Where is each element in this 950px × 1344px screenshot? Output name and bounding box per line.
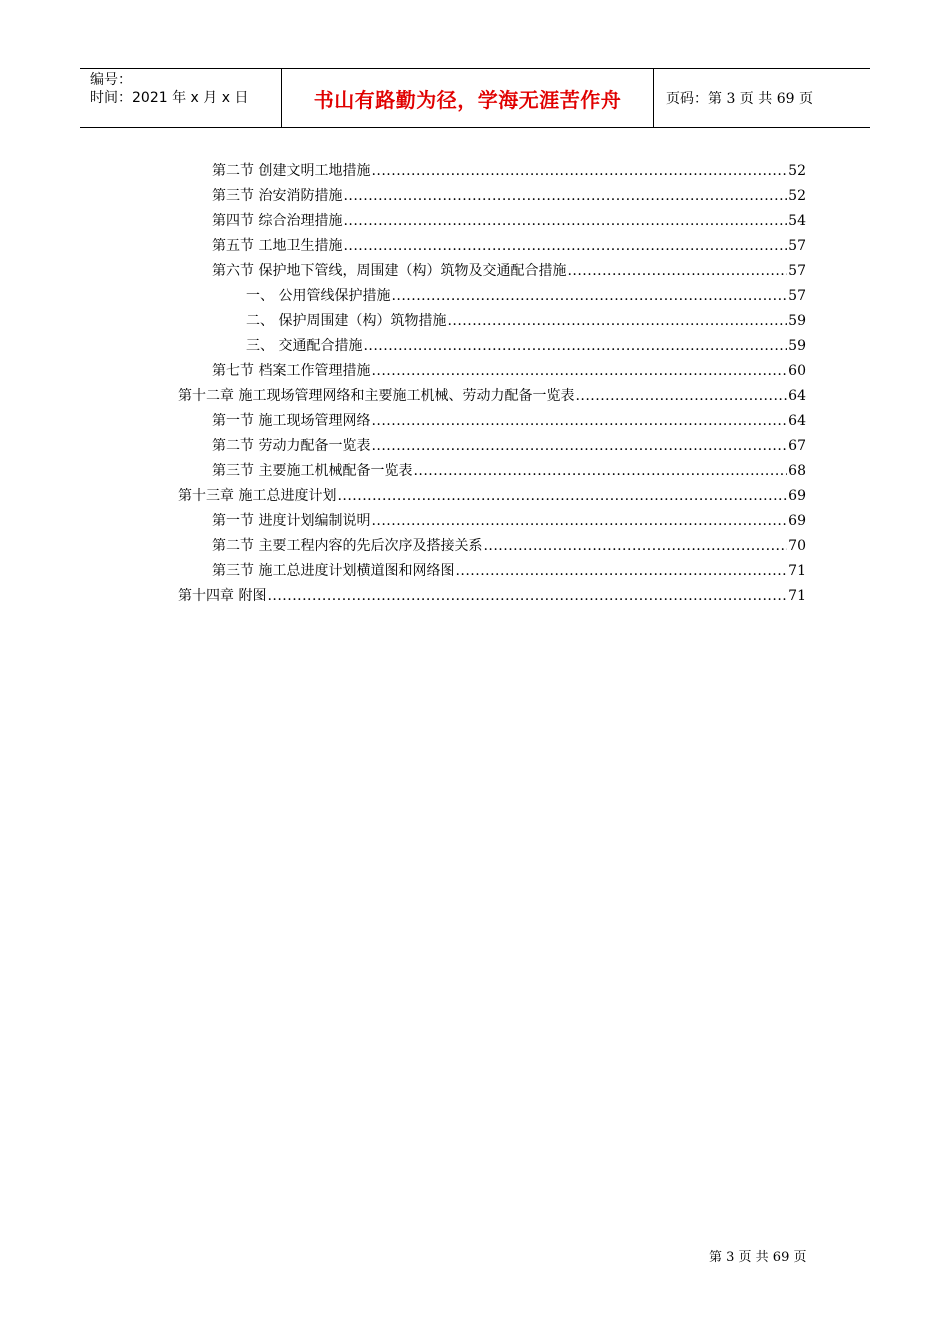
toc-entry-page: 60	[788, 363, 806, 379]
toc-entry[interactable]	[212, 505, 806, 530]
toc-entry[interactable]	[178, 480, 806, 505]
toc-entry-page: 71	[788, 563, 806, 579]
toc-entry[interactable]	[212, 455, 806, 480]
toc-leader-dots	[447, 312, 787, 330]
toc-entry-page: 59	[788, 313, 806, 329]
toc-leader-dots	[483, 537, 787, 555]
toc-leader-dots	[371, 512, 787, 530]
toc-entry-title: 第十二章 施工现场管理网络和主要施工机械、劳动力配备一览表	[178, 388, 575, 404]
toc-leader-dots	[413, 462, 787, 480]
header-motto: 书山有路勤为径，学海无涯苦作舟	[282, 69, 654, 127]
toc-entry-page: 57	[788, 288, 806, 304]
toc-entry-page: 67	[788, 438, 806, 454]
toc-leader-dots	[343, 212, 787, 230]
toc-entry-page: 69	[788, 513, 806, 529]
toc-entry[interactable]	[212, 255, 806, 280]
toc-entry-page: 57	[788, 263, 806, 279]
toc-entry-title: 第二节 主要工程内容的先后次序及搭接关系	[212, 538, 483, 554]
toc-leader-dots	[267, 587, 787, 605]
toc-entry-title: 第一节 进度计划编制说明	[212, 513, 371, 529]
toc-entry-page: 52	[788, 163, 806, 179]
toc-entry-page: 54	[788, 213, 806, 229]
toc-entry-title: 第十三章 施工总进度计划	[178, 488, 337, 504]
toc-entry[interactable]	[246, 330, 806, 355]
toc-entry-page: 69	[788, 488, 806, 504]
toc-leader-dots	[343, 187, 787, 205]
document-header	[80, 68, 870, 128]
toc-entry[interactable]	[178, 580, 806, 605]
header-meta	[80, 69, 282, 127]
toc-entry[interactable]	[212, 155, 806, 180]
toc-entry[interactable]	[212, 205, 806, 230]
toc-entry-title: 第三节 治安消防措施	[212, 188, 343, 204]
toc-leader-dots	[371, 437, 787, 455]
toc-leader-dots	[567, 262, 787, 280]
toc-entry-page: 71	[788, 588, 806, 604]
toc-entry-title: 第二节 创建文明工地措施	[212, 163, 371, 179]
toc-entry-page: 68	[788, 463, 806, 479]
toc-entry-title: 第三节 主要施工机械配备一览表	[212, 463, 413, 479]
toc-entry[interactable]	[246, 280, 806, 305]
toc-leader-dots	[371, 162, 787, 180]
toc-entry[interactable]	[178, 380, 806, 405]
toc-entry-title: 第六节 保护地下管线，周围建（构）筑物及交通配合措施	[212, 263, 567, 279]
toc-leader-dots	[343, 237, 787, 255]
toc-entry-title: 第七节 档案工作管理措施	[212, 363, 371, 379]
toc-entry-title: 第十四章 附图	[178, 588, 267, 604]
toc-entry[interactable]	[212, 180, 806, 205]
toc-entry-page: 57	[788, 238, 806, 254]
toc-entry[interactable]	[212, 530, 806, 555]
toc-entry[interactable]	[212, 355, 806, 380]
toc-entry-title: 第五节 工地卫生措施	[212, 238, 343, 254]
toc-entry[interactable]	[212, 405, 806, 430]
header-page-info: 页码：第 3 页 共 69 页	[666, 91, 813, 107]
toc-entry[interactable]	[246, 305, 806, 330]
toc-entry-title: 第四节 综合治理措施	[212, 213, 343, 229]
toc-entry-title: 一、 公用管线保护措施	[246, 288, 391, 304]
toc-entry-title: 三、 交通配合措施	[246, 338, 363, 354]
date-label: 时间：2021 年 x 月 x 日	[90, 90, 249, 106]
toc-entry-page: 64	[788, 413, 806, 429]
toc-leader-dots	[371, 412, 787, 430]
toc-entry[interactable]	[212, 555, 806, 580]
toc-entry[interactable]	[212, 430, 806, 455]
toc-entry-title: 第二节 劳动力配备一览表	[212, 438, 371, 454]
doc-number-label: 编号：	[90, 72, 132, 88]
toc-entry-page: 59	[788, 338, 806, 354]
toc-entry-page: 70	[788, 538, 806, 554]
toc-entry[interactable]	[212, 230, 806, 255]
toc-entry-title: 二、 保护周围建（构）筑物措施	[246, 313, 447, 329]
toc-leader-dots	[371, 362, 787, 380]
toc-leader-dots	[391, 287, 787, 305]
toc-entry-title: 第一节 施工现场管理网络	[212, 413, 371, 429]
toc-entry-page: 64	[788, 388, 806, 404]
toc-leader-dots	[337, 487, 787, 505]
toc-leader-dots	[455, 562, 787, 580]
toc-entry-page: 52	[788, 188, 806, 204]
toc-leader-dots	[363, 337, 787, 355]
footer-page-number: 第 3 页 共 69 页	[709, 1250, 807, 1265]
toc-entry-title: 第三节 施工总进度计划横道图和网络图	[212, 563, 455, 579]
toc-leader-dots	[575, 387, 787, 405]
